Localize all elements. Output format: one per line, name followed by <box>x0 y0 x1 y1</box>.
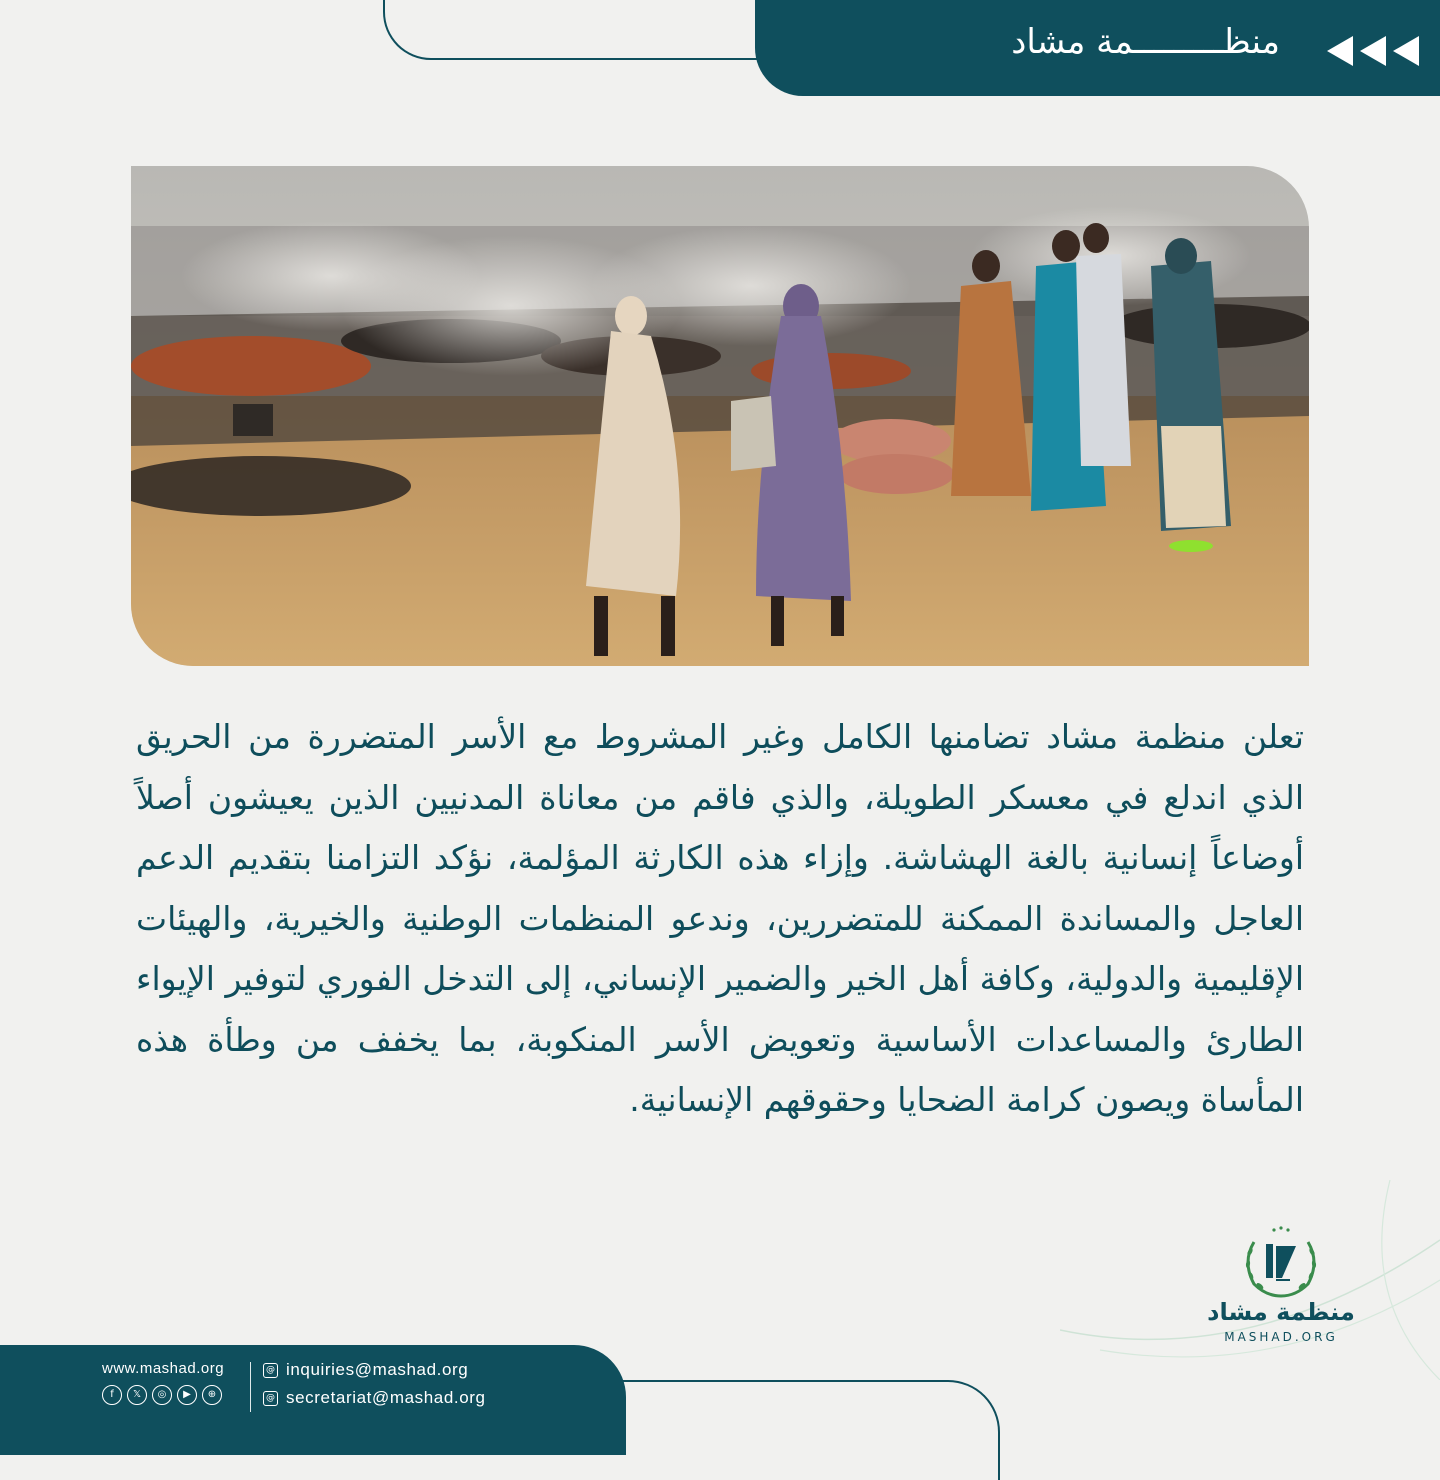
camp-fire-photo <box>131 166 1309 666</box>
email-secretariat[interactable]: secretariat@mashad.org <box>286 1388 486 1407</box>
at-sign-icon: @ <box>263 1363 278 1378</box>
email-row-secretariat <box>263 1388 486 1408</box>
website-icon[interactable]: ⊕ <box>202 1385 222 1405</box>
x-icon[interactable]: 𝕏 <box>127 1385 147 1405</box>
header-bar <box>755 0 1440 96</box>
announcement-text: تعلن منظمة مشاد تضامنها الكامل وغير المشروط مع الأسر المتضررة من الحريق الذي اندلع في معسكر الطويلة، والذي فاقم من معاناة المدنيين الذين يعيشون أصلاً أوضاعاً إنسانية بالغة الهشاشة. وإزاء هذه الكارثة المؤلمة، نؤكد التزامنا بتقديم الدعم العاجل والمساندة الممكنة للمتضررين، وندعو المنظمات الوطنية والخيرية، والهيئات الإقليمية والدولية، وكافة أهل الخير والضمير الإنساني، إلى التدخل الفوري لتوفير الإيواء الطارئ والمساعدات الأساسية وتعويض الأسر المنكوبة، بما يخفف من وطأة هذه المأساة ويصون كرامة الضحايا وحقوقهم الإنسانية. <box>136 717 1304 1119</box>
header-org-title: منظـــــــــمة مشاد <box>1011 22 1280 62</box>
instagram-icon[interactable]: ◎ <box>152 1385 172 1405</box>
at-sign-icon: @ <box>263 1391 278 1406</box>
footer-outline-decoration <box>560 1380 1000 1480</box>
laurel-scales-emblem-icon <box>1240 1222 1322 1300</box>
logo-url: MASHAD.ORG <box>1224 1330 1338 1344</box>
header-outline-decoration <box>383 0 803 60</box>
website-link[interactable]: www.mashad.org <box>102 1360 225 1377</box>
triple-left-arrow-icon <box>1327 36 1419 66</box>
mashad-logo <box>1198 1222 1364 1352</box>
email-row-inquiries <box>263 1360 468 1380</box>
email-inquiries[interactable]: inquiries@mashad.org <box>286 1360 469 1379</box>
youtube-icon[interactable]: ▶ <box>177 1385 197 1405</box>
logo-org-name: منظمة مشاد <box>1207 1298 1355 1326</box>
footer-divider <box>250 1362 251 1412</box>
facebook-icon[interactable]: f <box>102 1385 122 1405</box>
social-links <box>102 1385 222 1405</box>
